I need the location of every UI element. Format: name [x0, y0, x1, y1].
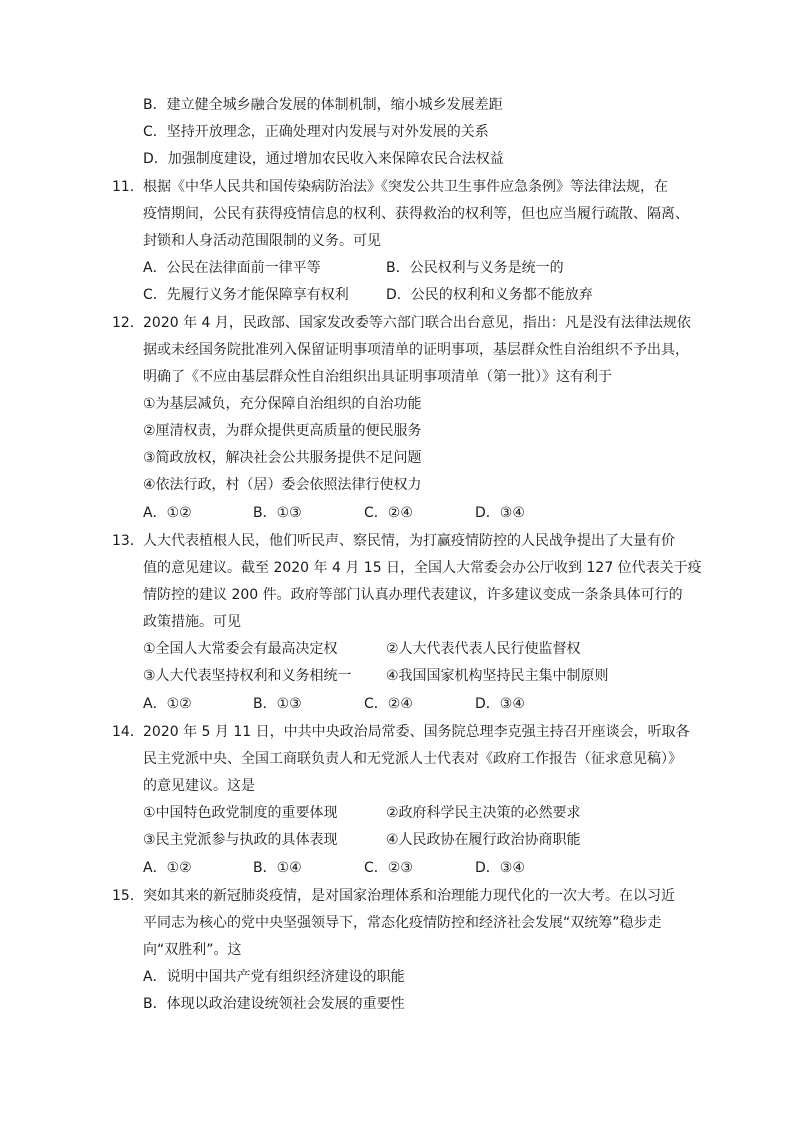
q12-number: 12． [112, 315, 144, 331]
q15-option-b: B．体现以政治建设统领社会发展的重要性 [143, 996, 405, 1012]
q13-item-1: ①全国人大常委会有最高决定权 [143, 641, 338, 657]
q14-option-c: C．②③ [364, 860, 413, 876]
q14-item-3: ③民主党派参与执政的具体表现 [143, 832, 338, 848]
q10-option-c: C．坚持开放理念，正确处理对内发展与对外发展的关系 [143, 124, 489, 140]
q13-option-d: D．③④ [475, 696, 525, 712]
q11-option-b: B．公民权利与义务是统一的 [386, 260, 564, 276]
q13-item-2: ②人大代表代表人民行使监督权 [386, 641, 581, 657]
q12-stem-line: 据或未经国务院批准列入保留证明事项清单的证明事项，基层群众性自治组织不予出具， [143, 342, 689, 358]
q13-item-4: ④我国国家机构坚持民主集中制原则 [386, 668, 609, 684]
q14-option-a: A．①② [143, 860, 192, 876]
q13-stem-line: 人大代表植根人民，他们听民声、察民情，为打赢疫情防控的人民战争提出了大量有价 [143, 533, 675, 549]
q12-stem-line: 明确了《不应由基层群众性自治组织出具证明事项清单（第一批）》这有利于 [143, 369, 612, 385]
q14-option-b: B．①④ [253, 860, 302, 876]
q15-stem-line: 向“双胜利”。这 [143, 942, 242, 958]
q13-item-3: ③人大代表坚持权利和义务相统一 [143, 668, 352, 684]
q12-item-3: ③简政放权，解决社会公共服务提供不足问题 [143, 450, 422, 466]
q11-stem-line: 封锁和人身活动范围限制的义务。可见 [143, 233, 381, 249]
q12-option-d: D．③④ [475, 505, 525, 521]
q14-stem-line: 的意见建议。这是 [143, 778, 255, 794]
q12-option-c: C．②④ [364, 505, 413, 521]
q13-stem-line: 情防控的建议 200 件。政府等部门认真办理代表建议，许多建议变成一条条具体可行的 [143, 587, 683, 603]
q14-number: 14． [112, 724, 144, 740]
q13-option-c: C．②④ [364, 696, 413, 712]
q13-stem-line: 政策措施。可见 [143, 614, 241, 630]
q11-stem-line: 疫情期间，公民有获得疫情信息的权利、获得救治的权利等，但也应当履行疏散、隔离、 [143, 206, 689, 222]
q11-option-d: D．公民的权利和义务都不能放弃 [386, 287, 593, 303]
q11-option-a: A．公民在法律面前一律平等 [143, 260, 321, 276]
q12-item-1: ①为基层减负，充分保障自治组织的自治功能 [143, 396, 422, 412]
q10-option-b: B．建立健全城乡融合发展的体制机制，缩小城乡发展差距 [143, 97, 503, 113]
q15-stem-line: 平同志为核心的党中央坚强领导下，常态化疫情防控和经济社会发展“双统筹”稳步走 [143, 915, 662, 931]
q14-item-1: ①中国特色政党制度的重要体现 [143, 805, 338, 821]
q14-stem-line: 2020 年 5 月 11 日，中共中央政治局常委、国务院总理李克强主持召开座谈会，听取各 [143, 724, 690, 740]
q10-option-d: D．加强制度建设，通过增加农民收入来保障农民合法权益 [143, 151, 504, 167]
q14-stem-line: 民主党派中央、全国工商联负责人和无党派人士代表对《政府工作报告（征求意见稿）》 [143, 751, 682, 767]
q12-option-b: B．①③ [253, 505, 302, 521]
q15-option-a: A．说明中国共产党有组织经济建设的职能 [143, 969, 405, 985]
q13-option-a: A．①② [143, 696, 192, 712]
q11-stem-line: 根据《中华人民共和国传染病防治法》《突发公共卫生事件应急条例》等法律法规，在 [143, 179, 668, 195]
q11-option-c: C．先履行义务才能保障享有权利 [143, 287, 349, 303]
q14-item-2: ②政府科学民主决策的必然要求 [386, 805, 581, 821]
q12-option-a: A．①② [143, 505, 192, 521]
q12-item-2: ②厘清权责，为群众提供更高质量的便民服务 [143, 423, 422, 439]
q13-stem-line: 值的意见建议。截至 2020 年 4 月 15 日，全国人大常委会办公厅收到 127 位代表关于疫 [143, 560, 702, 576]
q12-stem-line: 2020 年 4 月，民政部、国家发改委等六部门联合出台意见，指出：凡是没有法律法规依 [143, 315, 691, 331]
q13-option-b: B．①③ [253, 696, 302, 712]
q13-number: 13． [112, 533, 144, 549]
q12-item-4: ④依法行政，村（居）委会依照法律行使权力 [143, 477, 422, 493]
q15-stem-line: 突如其来的新冠肺炎疫情，是对国家治理体系和治理能力现代化的一次大考。在以习近 [143, 888, 675, 904]
q14-item-4: ④人民政协在履行政治协商职能 [386, 832, 581, 848]
q11-number: 11． [112, 179, 144, 195]
q15-number: 15． [112, 888, 144, 904]
q14-option-d: D．③④ [475, 860, 525, 876]
